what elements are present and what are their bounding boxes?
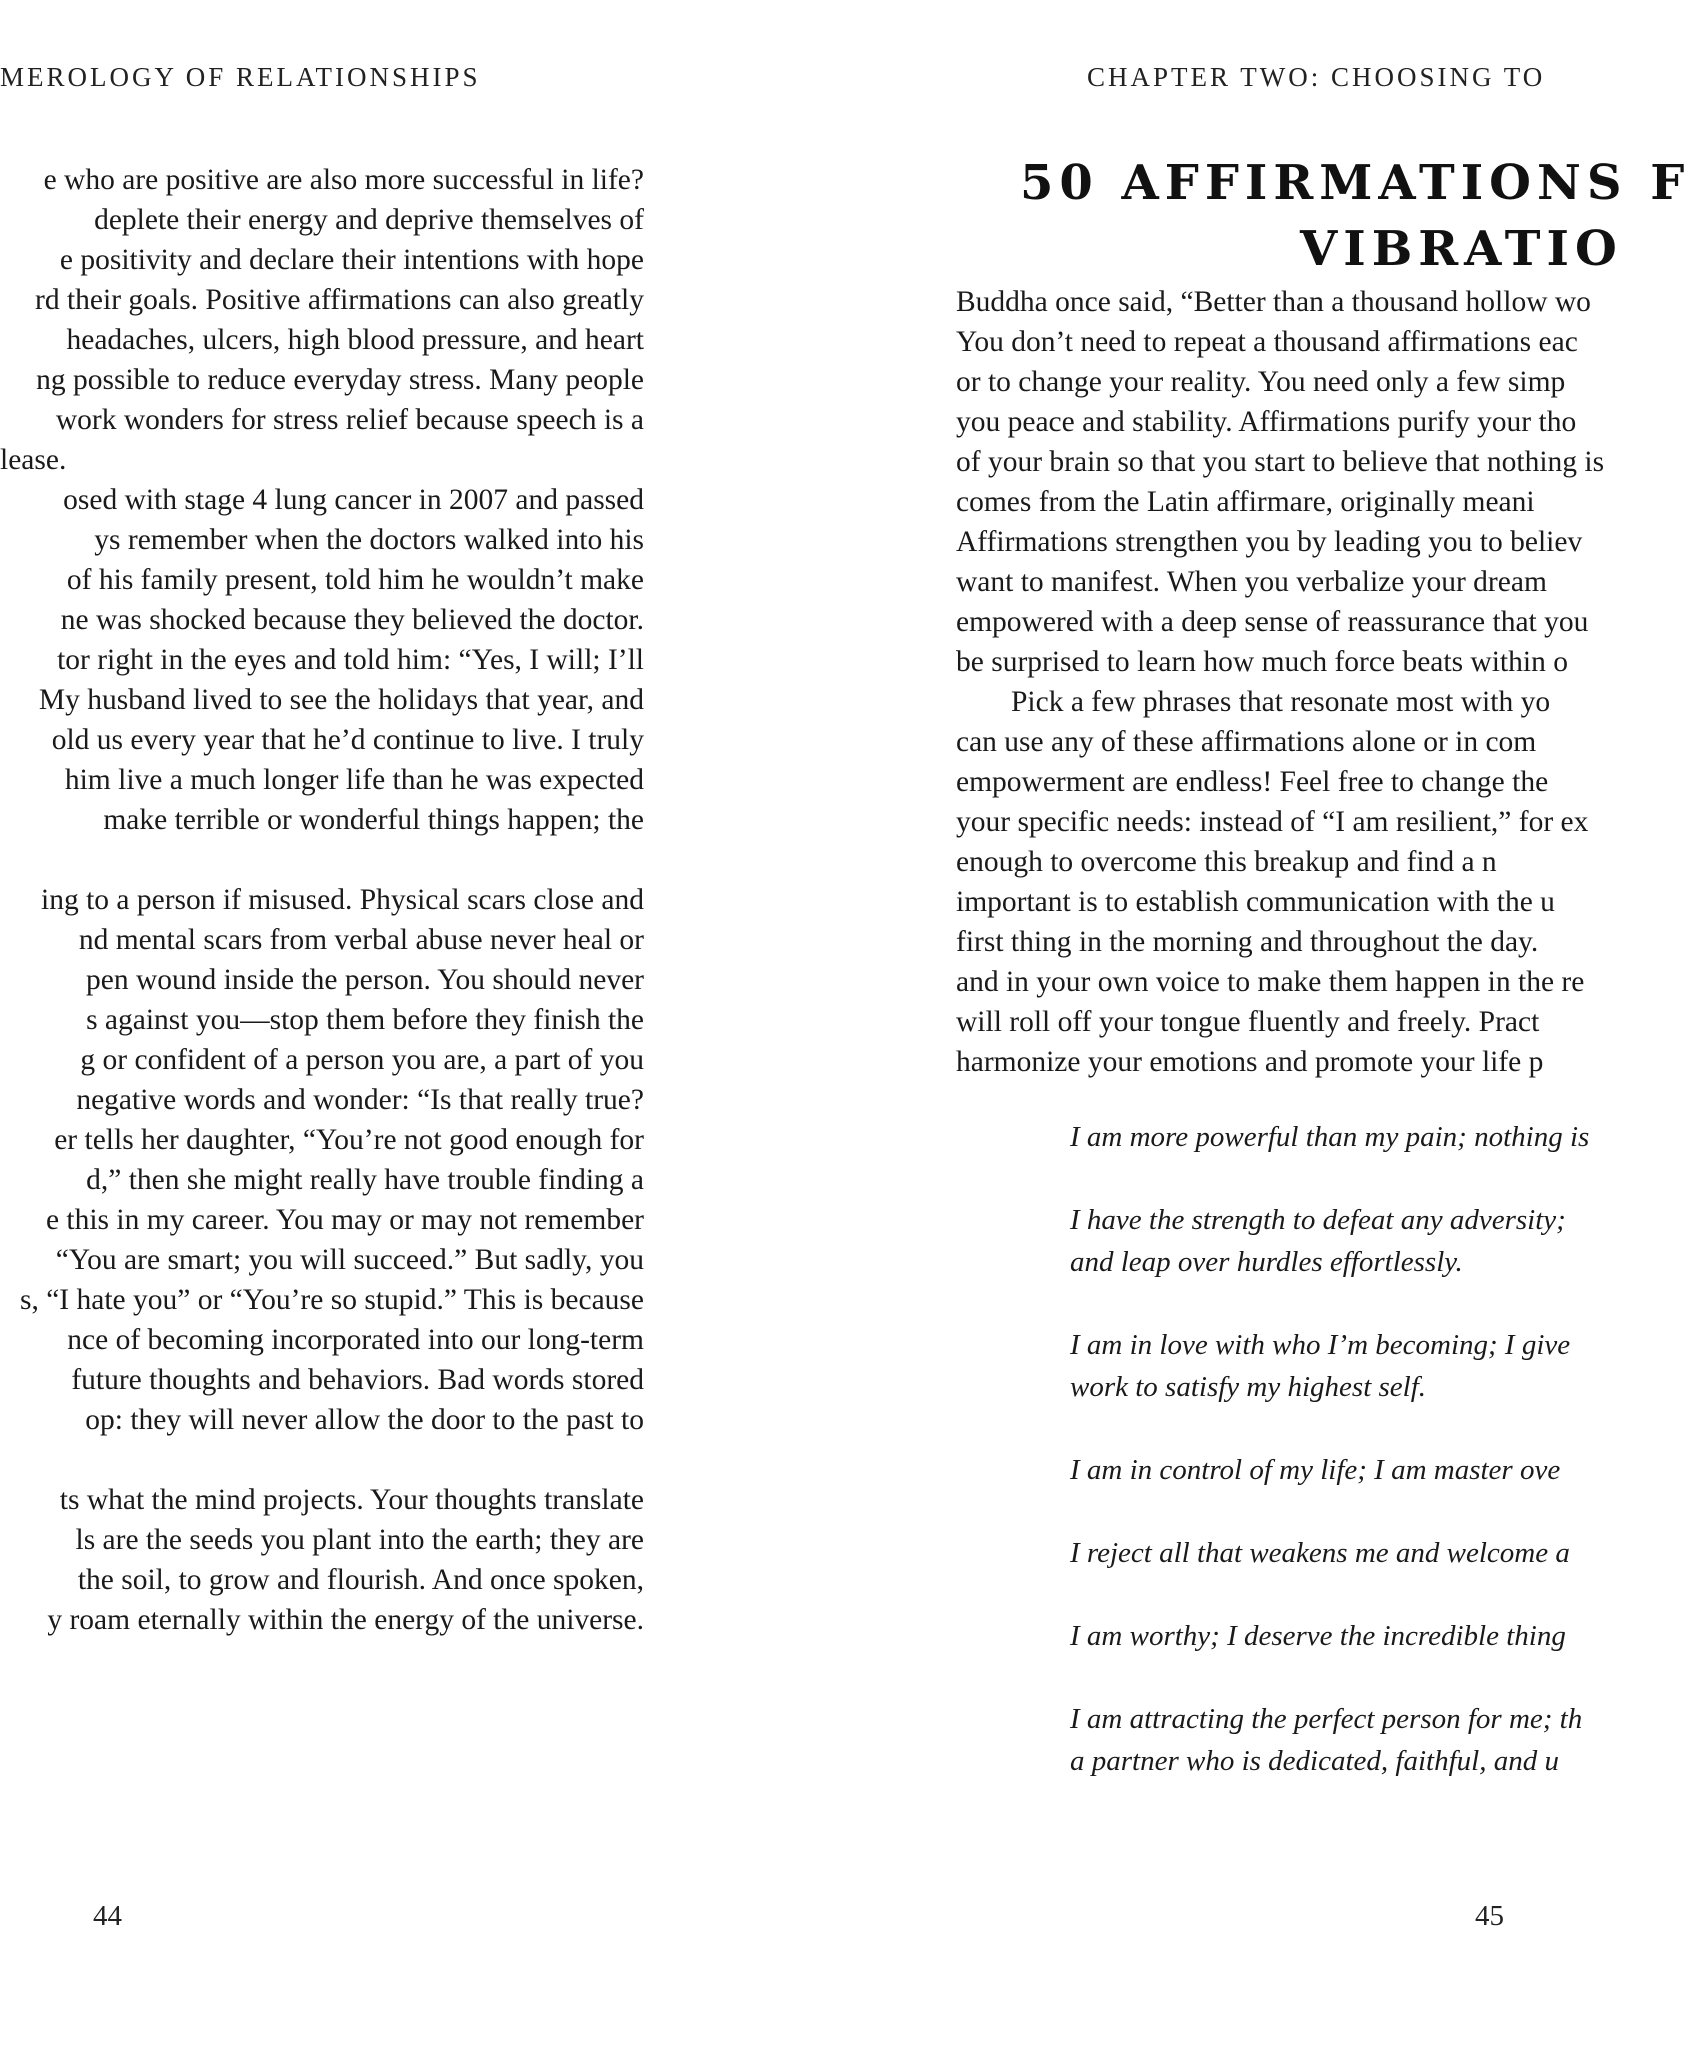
affirmation-line: and leap over hurdles effortlessly. <box>1070 1246 1463 1278</box>
text-line <box>0 1440 644 1480</box>
text-line: first thing in the morning and throughout the day. <box>956 926 1539 958</box>
section-title <box>1020 150 1690 282</box>
text-line: nce of becoming incorporated into our long-term <box>67 1324 644 1356</box>
running-head-right: CHAPTER TWO: CHOOSING TO <box>1087 62 1546 92</box>
section-title-line-1: 50 AFFIRMATIONS F <box>1020 155 1690 211</box>
affirmation-line: I am in control of my life; I am master ove <box>1070 1454 1561 1486</box>
left-body-text <box>0 160 644 1640</box>
affirmation-line: work to satisfy my highest self. <box>1070 1371 1427 1403</box>
text-line: make terrible or wonderful things happen; the <box>103 804 644 836</box>
text-line: and in your own voice to make them happen in the re <box>956 966 1585 998</box>
text-line: e who are positive are also more successful in life? <box>43 164 644 196</box>
affirmation-line: I am more powerful than my pain; nothing is <box>1070 1121 1590 1153</box>
text-line: him live a much longer life than he was expected <box>64 764 644 796</box>
text-line: s against you—stop them before they finish the <box>86 1004 644 1036</box>
text-line: deplete their energy and deprive themselves of <box>94 204 644 236</box>
text-line: e this in my career. You may or may not remember <box>45 1204 644 1236</box>
text-line: My husband lived to see the holidays that year, and <box>38 684 644 716</box>
affirmation-line: I am in love with who I’m becoming; I give <box>1070 1329 1571 1361</box>
right-body-text <box>956 282 1656 1082</box>
text-line: ne was shocked because they believed the doctor. <box>60 604 644 636</box>
text-line: nd mental scars from verbal abuse never heal or <box>78 924 644 956</box>
text-line: er tells her daughter, “You’re not good enough for <box>54 1124 644 1156</box>
text-line: e positivity and declare their intentions with hope <box>59 244 644 276</box>
right-page <box>800 0 1690 2052</box>
affirmation-line: I reject all that weakens me and welcome a <box>1070 1537 1570 1569</box>
text-line: “You are smart; you will succeed.” But sadly, you <box>55 1244 644 1276</box>
text-line: Affirmations strengthen you by leading you to believ <box>956 526 1583 558</box>
text-line: osed with stage 4 lung cancer in 2007 and passed <box>63 484 644 516</box>
affirmation-line: I have the strength to defeat any adversity; <box>1070 1204 1566 1236</box>
text-line: ts what the mind projects. Your thoughts translate <box>59 1484 644 1516</box>
text-line: you peace and stability. Affirmations purify your tho <box>956 406 1577 438</box>
text-line: op: they will never allow the door to the past to <box>85 1404 644 1436</box>
affirmation-item <box>1070 1449 1670 1491</box>
text-line: ys remember when the doctors walked into his <box>94 524 644 556</box>
affirmation-item <box>1070 1324 1670 1408</box>
text-line: empowerment are endless! Feel free to change the <box>956 766 1549 798</box>
section-title-line-2: VIBRATIO <box>1300 221 1623 277</box>
text-line: work wonders for stress relief because speech is a <box>55 404 644 436</box>
text-line: comes from the Latin affirmare, originally meani <box>956 486 1535 518</box>
text-line: pen wound inside the person. You should never <box>86 964 644 996</box>
text-line: lease. <box>0 444 67 476</box>
affirmation-item <box>1070 1116 1670 1158</box>
affirmation-line: I am worthy; I deserve the incredible thing <box>1070 1620 1566 1652</box>
text-line: of his family present, told him he wouldn’t make <box>66 564 644 596</box>
text-line: future thoughts and behaviors. Bad words stored <box>71 1364 644 1396</box>
text-line: rd their goals. Positive affirmations can also greatly <box>35 284 644 316</box>
text-line: Buddha once said, “Better than a thousand hollow wo <box>956 286 1591 318</box>
text-line: ing to a person if misused. Physical scars close and <box>41 884 644 916</box>
text-line: d,” then she might really have trouble finding a <box>86 1164 644 1196</box>
text-line: your specific needs: instead of “I am resilient,” for ex <box>956 806 1589 838</box>
text-line: You don’t need to repeat a thousand affirmations eac <box>956 326 1578 358</box>
text-line: tor right in the eyes and told him: “Yes, I will; I’ll <box>57 644 644 676</box>
affirmation-item <box>1070 1698 1670 1782</box>
text-line: important is to establish communication with the u <box>956 886 1555 918</box>
text-line: Pick a few phrases that resonate most with yo <box>1011 686 1551 718</box>
text-line: negative words and wonder: “Is that really true? <box>76 1084 644 1116</box>
text-line: harmonize your emotions and promote your life p <box>956 1046 1544 1078</box>
running-head-left: MEROLOGY OF RELATIONSHIPS <box>0 62 481 92</box>
text-line: s, “I hate you” or “You’re so stupid.” This is because <box>19 1284 644 1316</box>
text-line: of your brain so that you start to believe that nothing is <box>956 446 1605 478</box>
page-number-left: 44 <box>93 1900 122 1932</box>
text-line: ng possible to reduce everyday stress. Many people <box>36 364 644 396</box>
affirmation-list <box>1070 1116 1670 1823</box>
text-line: enough to overcome this breakup and find a n <box>956 846 1497 878</box>
text-line: g or confident of a person you are, a part of you <box>80 1044 644 1076</box>
text-line: y roam eternally within the energy of the universe. <box>47 1604 644 1636</box>
text-line: ls are the seeds you plant into the earth; they are <box>75 1524 644 1556</box>
text-line: old us every year that he’d continue to live. I truly <box>51 724 644 756</box>
affirmation-item <box>1070 1199 1670 1283</box>
text-line: headaches, ulcers, high blood pressure, and heart <box>66 324 644 356</box>
affirmation-item <box>1070 1615 1670 1657</box>
text-line: the soil, to grow and flourish. And once spoken, <box>77 1564 644 1596</box>
text-line: or to change your reality. You need only a few simp <box>956 366 1566 398</box>
text-line: will roll off your tongue fluently and freely. Pract <box>956 1006 1540 1038</box>
text-line: can use any of these affirmations alone or in com <box>956 726 1537 758</box>
text-line <box>0 840 644 880</box>
page-number-right: 45 <box>1475 1900 1504 1932</box>
affirmation-line: I am attracting the perfect person for me; th <box>1070 1703 1583 1735</box>
text-line: empowered with a deep sense of reassurance that you <box>956 606 1589 638</box>
affirmation-line: a partner who is dedicated, faithful, and u <box>1070 1745 1559 1777</box>
text-line: want to manifest. When you verbalize your dream <box>956 566 1547 598</box>
left-page <box>0 0 800 2052</box>
affirmation-item <box>1070 1532 1670 1574</box>
text-line: be surprised to learn how much force beats within o <box>956 646 1568 678</box>
